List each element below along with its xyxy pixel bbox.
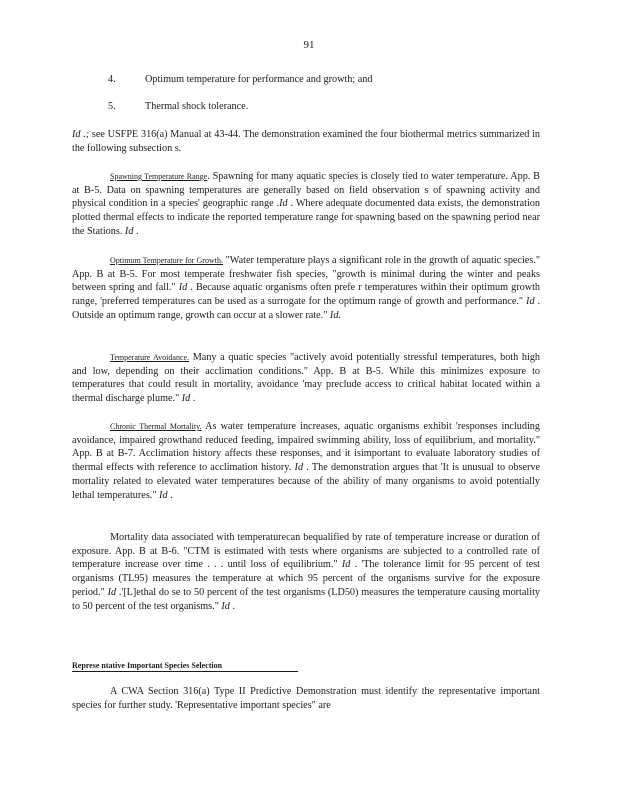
citation: Id. [329, 309, 341, 321]
avoidance-heading: Temperature Avoidance. [110, 353, 190, 362]
list-item [108, 73, 428, 100]
spawning-heading: Spawning Temperature Range [110, 172, 208, 181]
citation: Id [124, 225, 134, 237]
citation: Id [181, 393, 191, 405]
growth-heading: Optimum Temperature for Growth. [110, 256, 223, 265]
list-item [108, 100, 428, 127]
intro-paragraph [72, 128, 540, 155]
section-heading: Represe ntative Important Species Selection [72, 660, 298, 672]
paragraph-text: . [190, 393, 196, 405]
paragraph-text: . The demonstration argues that 'It is unusual to observe mortality related to elevated water temperatures because of the ability of many organisms to avoid potentially lethal temperatures." [72, 462, 540, 501]
growth-paragraph [72, 254, 540, 323]
citation: Id [341, 559, 351, 571]
paragraph-text: . Where adequate documented data exists, the demonstration plotted thermal effects to indicate the reported temperature range for spawning based on the spawning period near the Stations. [72, 198, 540, 237]
paragraph-text: "Water temperature plays a significant role in the growth of aquatic species." App. B at B-5. For most temperate freshwater fish species, "growth is minimal during the winter and peaks between spring and fall." [72, 255, 540, 294]
citation: Id [107, 586, 117, 598]
citation: Id [221, 600, 230, 612]
list-item-number: 4. [108, 74, 116, 85]
paragraph-text: . Because aquatic organisms often prefe r temperatures within their optimum growth range, 'preferred temperatures can be used as a surrogate for the optimum range of growth and performance." [72, 282, 541, 308]
list-item-text: Optimum temperature for performance and growth; and [145, 74, 373, 85]
paragraph-text: As water temperature increases, aquatic organisms exhibit 'responses including avoidance, impaired growthand reduced feeding, impaired swimming ability, loss of equilibrium, and mortality." App. B at B-7. Acclimation history affects these responses, and it isimportant to evaluate laboratory studies of thermal effects with reference to acclimation history. [72, 421, 540, 474]
list-item-number: 5. [108, 101, 116, 112]
paragraph-text: .'[L]ethal do se to 50 percent of the test organisms (LD50) measures the temperature causing mortality to 50 percent of the test organisms." [72, 586, 540, 612]
paragraph-text: . [133, 225, 139, 237]
paragraph-text: Many a quatic species "actively avoid potentially stressful temperatures, both high and low, depending on their acclimation conditions." App. B at B-5. While this minimizes exposure to temperatures that could result in mortality, avoidance 'may preclude access to critical habitat located within a thermal discharge plume." [72, 352, 541, 405]
mortality-data-paragraph [72, 531, 540, 613]
list-item-text: Thermal shock tolerance. [145, 101, 249, 112]
paragraph-text: Mortality data associated with temperaturecan bequalified by rate of temperature increase or duration of exposure. App. B at B-6. "CTM is estimated with tests where organisms are subjected to a controlled rate of temperature increase over time . . . until loss of equilibrium." [72, 532, 540, 571]
page-number: 91 [303, 39, 315, 51]
paragraph-text: see USFPE 316(a) Manual at 43-44. The demonstration examined the four biothermal metrics summarized in the following subsection s. [72, 129, 540, 154]
paragraph-text: . 'The tolerance limit for 95 percent of test organisms (TL95) measures the temperature at which 95 percent of the organisms survive for the exposure period." [72, 559, 540, 598]
ris-paragraph [72, 685, 540, 712]
citation: Id [178, 282, 188, 294]
citation: Id .; [72, 129, 90, 140]
paragraph-text: . Outside an optimum range, growth can occur at a slower rate." [72, 296, 541, 321]
citation: Id [159, 489, 168, 501]
numbered-list [108, 73, 428, 127]
spawning-paragraph [72, 170, 540, 239]
citation: Id [526, 296, 535, 308]
mortality-paragraph [72, 420, 540, 502]
paragraph-text: . [229, 600, 235, 612]
citation: Id [279, 198, 288, 210]
paragraph-text: . [167, 489, 173, 501]
paragraph-text: . Spawning for many aquatic species is closely tied to water temperature. App. B at B-5. Data on spawning temperatures are generally based on field observation s of spawning activity and physical condition in a species' geographic range . [72, 171, 540, 210]
citation: Id [294, 462, 304, 474]
avoidance-paragraph [72, 351, 540, 406]
mortality-heading: Chronic Thermal Mortality. [110, 422, 202, 431]
paragraph-text: A CWA Section 316(a) Type II Predictive Demonstration must identify the representative important species for further study. 'Representative important species" are [72, 686, 540, 711]
